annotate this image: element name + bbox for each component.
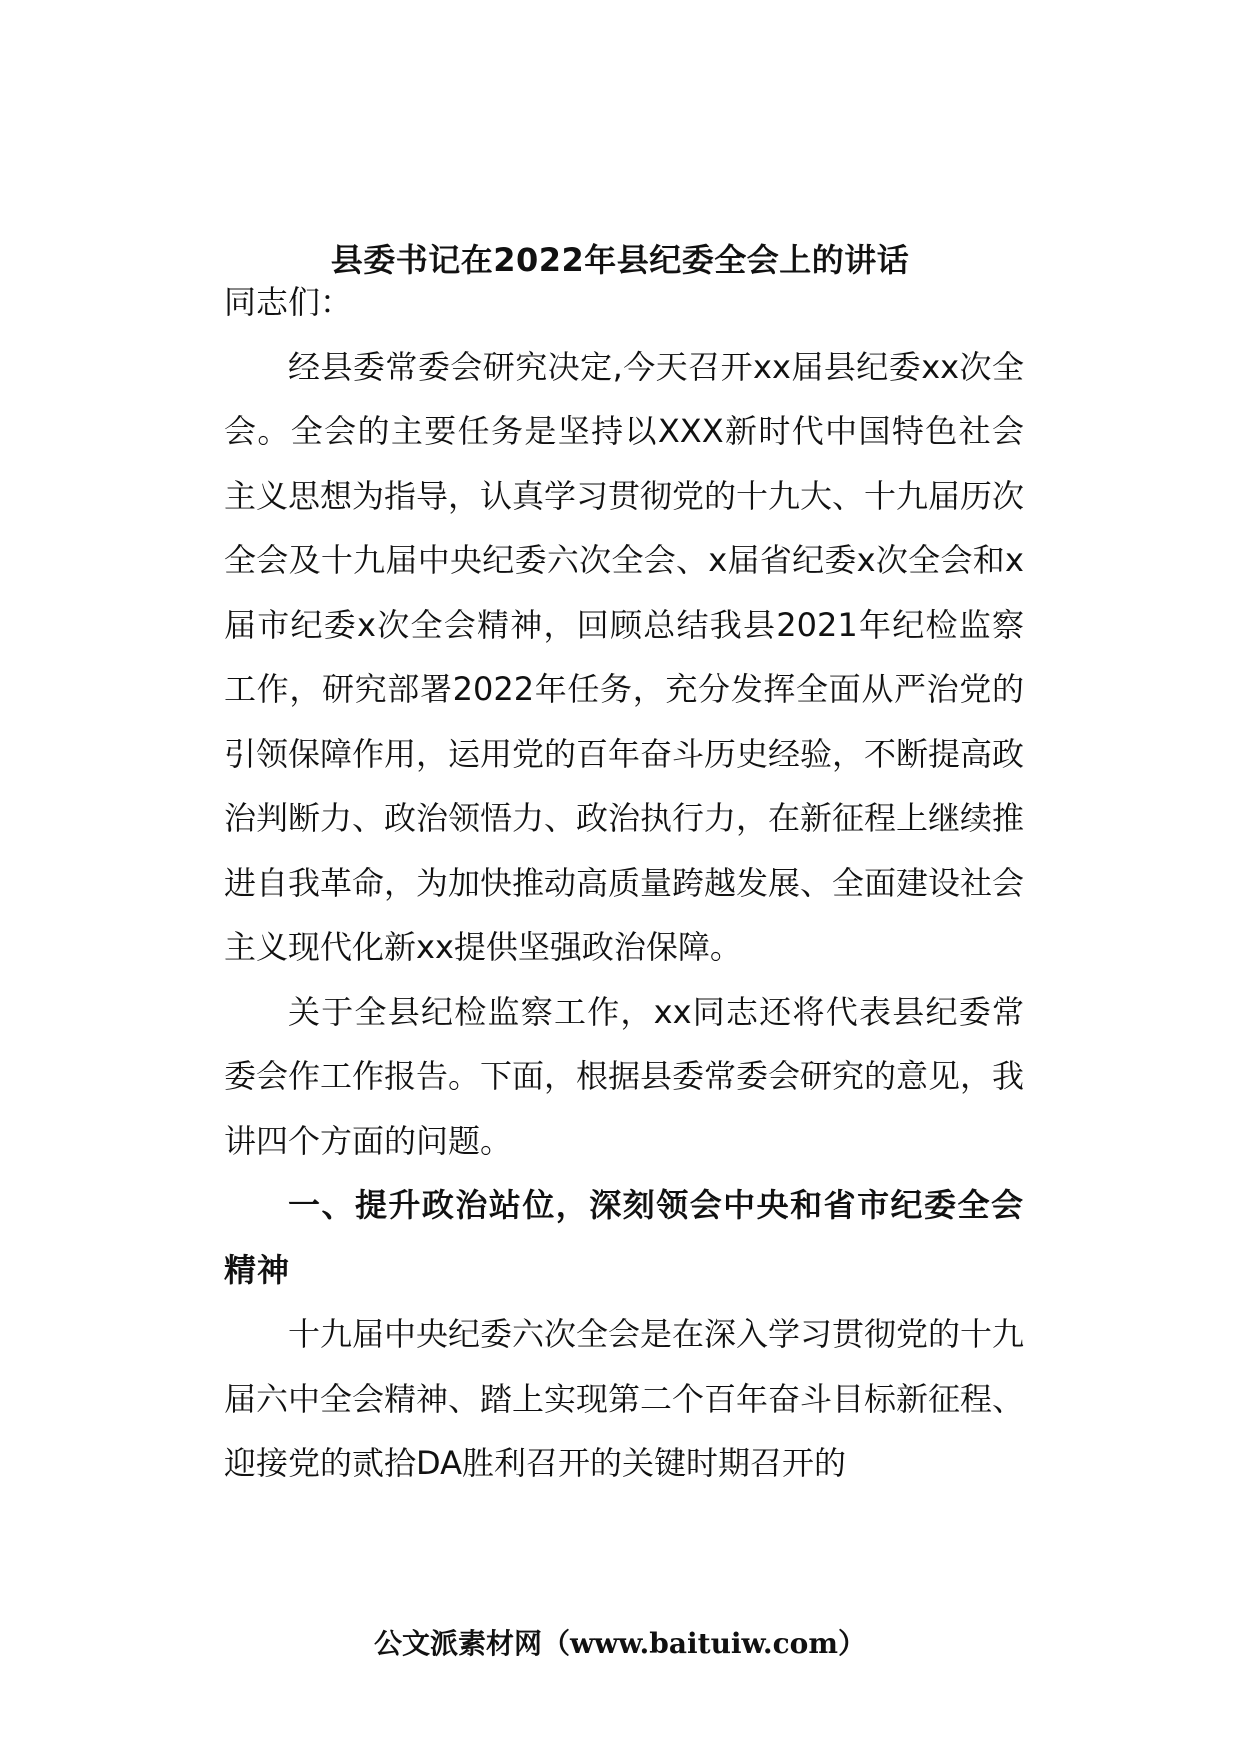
section-heading-1: 一、提升政治站位，深刻领会中央和省市纪委全会精神	[224, 1186, 1024, 1289]
paragraph-section-1: 十九届中央纪委六次全会是在深入学习贯彻党的十九届六中全会精神、踏上实现第二个百年奋斗目标新征程、迎接党的贰拾DA胜利召开的关键时期召开的	[224, 1315, 1025, 1482]
paragraph-report: 关于全县纪检监察工作，xx同志还将代表县纪委常委会作工作报告。下面，根据县委常委会研究的意见，我讲四个方面的问题。	[224, 992, 1025, 1160]
document-title: 县委书记在2022年县纪委全会上的讲话	[330, 241, 910, 279]
salutation: 同志们：	[224, 283, 353, 321]
page-footer: 公文派素材网（www.baituiw.com）	[374, 1627, 866, 1660]
paragraph-intro: 经县委常委会研究决定,今天召开xx届县纪委xx次全会。全会的主要任务是坚持以XXX新时代中国特色社会主义思想为指导，认真学习贯彻党的十九大、十九届历次全会及十九届中央纪委六次全会、x届省纪委x次全会和x届市纪委x次全会精神，回顾总结我县2021年纪检监察工作，研究部署2022年任务，充分发挥全面从严治党的引领保障作用，运用党的百年奋斗历史经验，不断提高政治判断力、政治领悟力、政治执行力，在新征程上继续推进自我革命，为加快推动高质量跨越发展、全面建设社会主义现代化新xx提供坚强政治保障。	[224, 347, 1025, 966]
document-body	[224, 270, 1024, 1496]
